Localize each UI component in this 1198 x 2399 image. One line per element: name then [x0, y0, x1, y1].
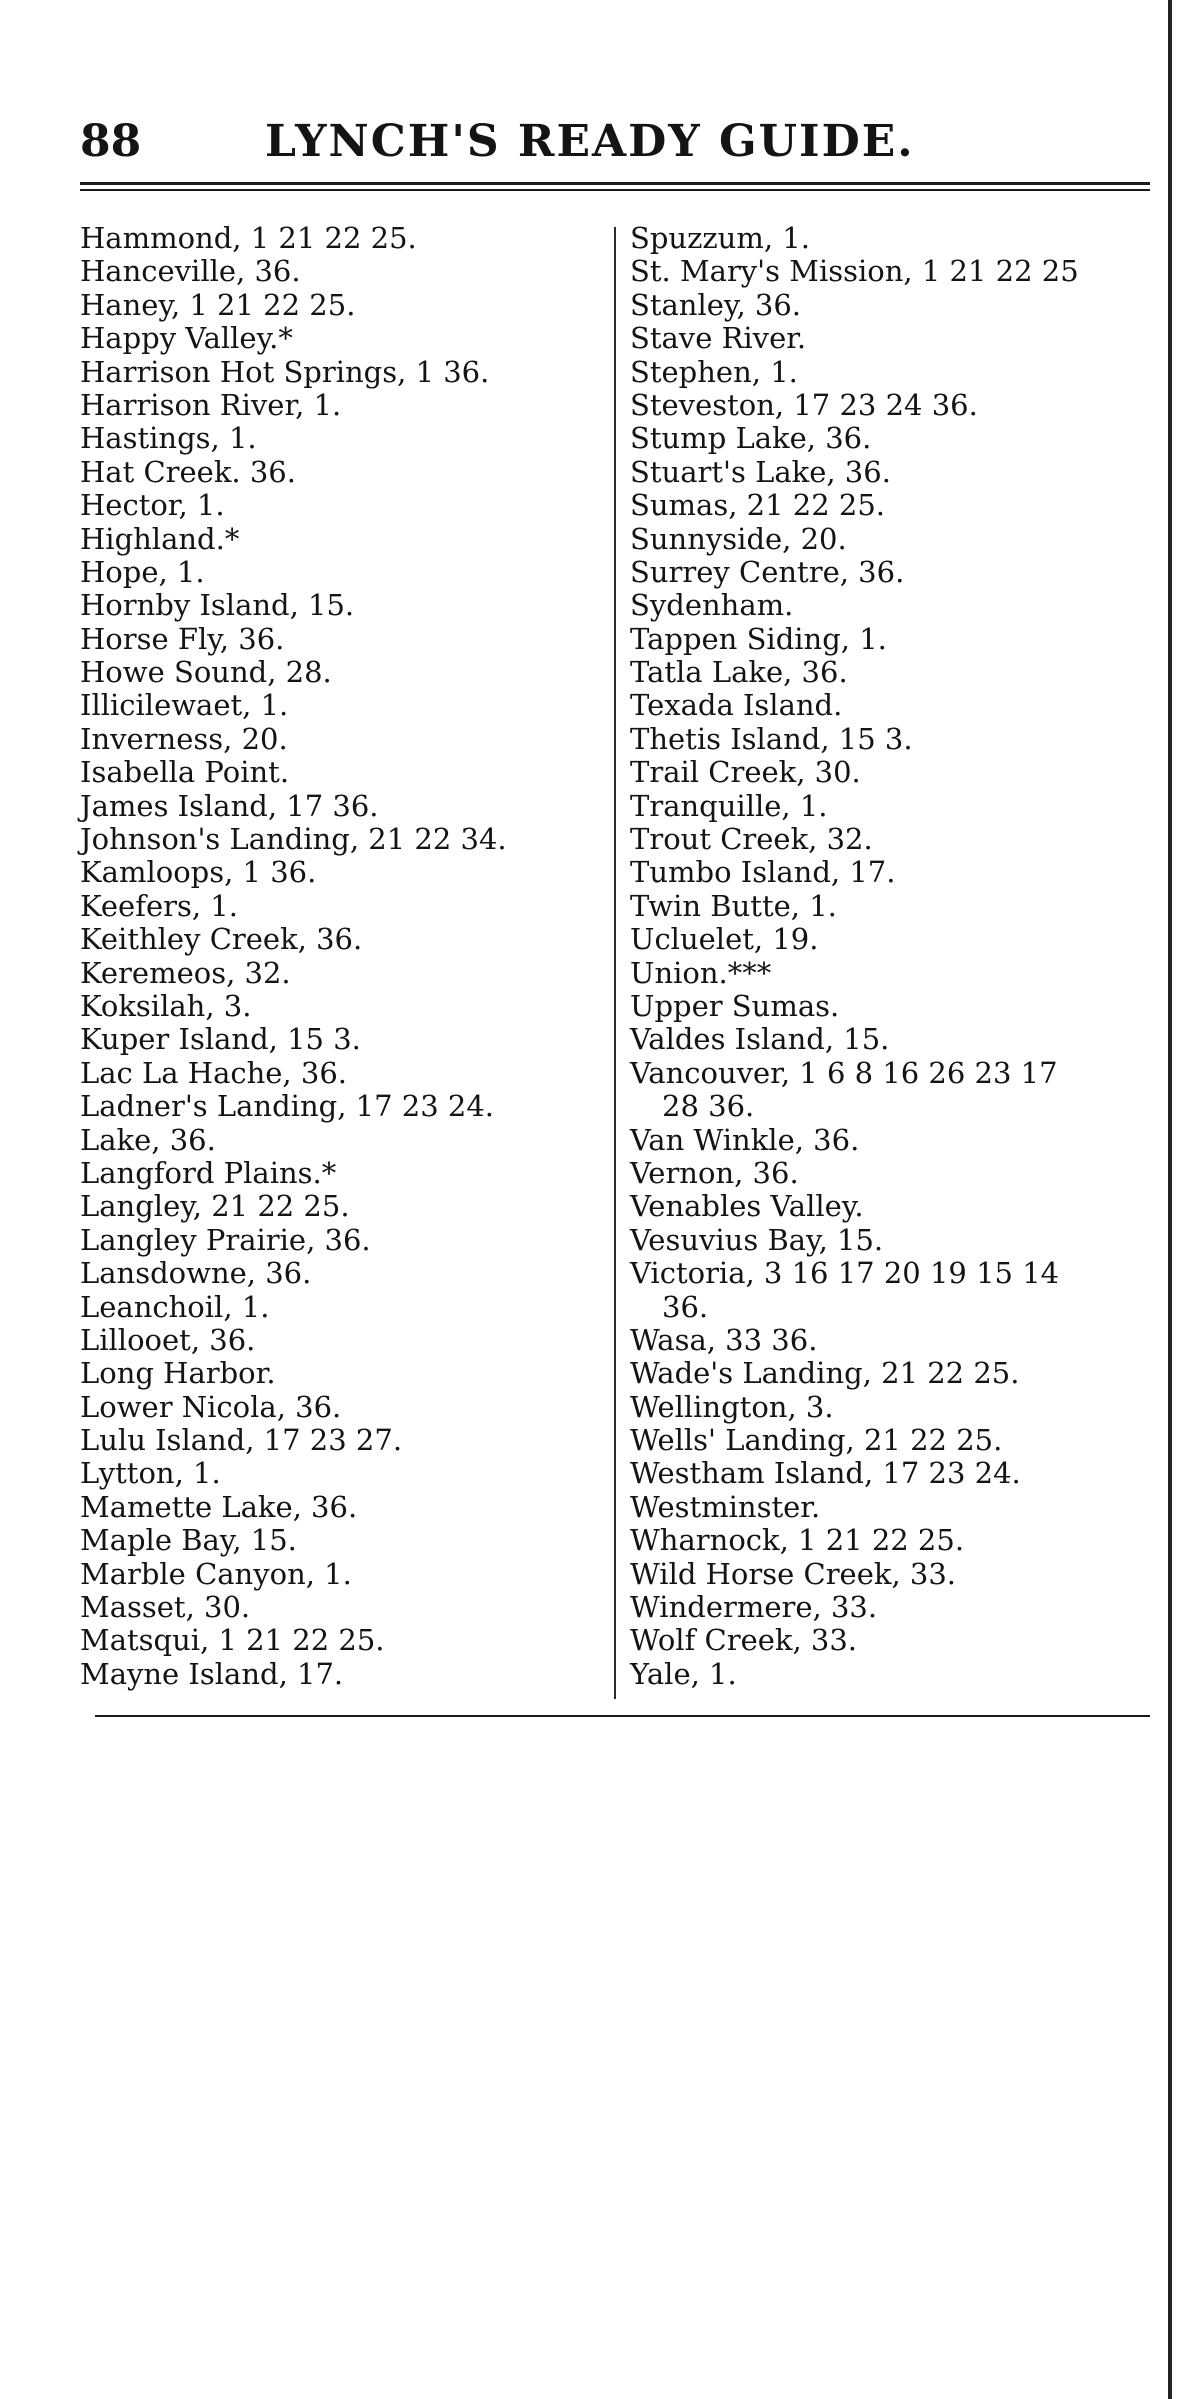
- page-header: [80, 112, 1150, 172]
- index-entry: Lake, 36.: [80, 1122, 216, 1157]
- index-entry: Thetis Island, 15 3.: [630, 721, 913, 756]
- index-entry: Marble Canyon, 1.: [80, 1556, 352, 1591]
- index-entry: Keithley Creek, 36.: [80, 922, 363, 957]
- index-entry: Hope, 1.: [80, 554, 205, 589]
- index-entry: Tatla Lake, 36.: [630, 655, 848, 690]
- index-entry: Westham Island, 17 23 24.: [630, 1456, 1021, 1491]
- index-entry: St. Mary's Mission, 1 21 22 25: [630, 254, 1079, 289]
- index-entry: Hector, 1.: [80, 488, 225, 523]
- index-entry: Vernon, 36.: [630, 1155, 799, 1190]
- index-entry: Lower Nicola, 36.: [80, 1389, 342, 1424]
- index-entry: Kuper Island, 15 3.: [80, 1022, 361, 1057]
- index-entry: Sumas, 21 22 25.: [630, 488, 886, 523]
- index-entry: Hastings, 1.: [80, 421, 257, 456]
- index-entry: Stave River.: [630, 321, 807, 356]
- index-entry: Upper Sumas.: [630, 988, 840, 1023]
- index-entry: Happy Valley.*: [80, 321, 293, 356]
- index-entry: Koksilah, 3.: [80, 988, 252, 1023]
- index-entry: Lulu Island, 17 23 27.: [80, 1423, 403, 1458]
- footer-rule: [95, 1715, 1150, 1717]
- index-entry: Wellington, 3.: [630, 1389, 834, 1424]
- index-entry: Langley, 21 22 25.: [80, 1189, 350, 1224]
- index-entry: Ucluelet, 19.: [630, 922, 819, 957]
- right-index-column: [630, 222, 1160, 1691]
- index-entry: Trout Creek, 32.: [630, 822, 873, 857]
- index-entry: Maple Bay, 15.: [80, 1523, 297, 1558]
- index-entry: Hanceville, 36.: [80, 254, 301, 289]
- left-index-column: [80, 222, 610, 1691]
- index-entry: Langford Plains.*: [80, 1155, 337, 1190]
- index-entry: Haney, 1 21 22 25.: [80, 287, 356, 322]
- index-entry: Tumbo Island, 17.: [630, 855, 896, 890]
- index-entry: Trail Creek, 30.: [630, 755, 861, 790]
- index-entry: Lansdowne, 36.: [80, 1256, 312, 1291]
- index-entry: Vesuvius Bay, 15.: [630, 1222, 884, 1257]
- index-entry: Inverness, 20.: [80, 721, 288, 756]
- index-entry: Wolf Creek, 33.: [630, 1623, 858, 1658]
- index-entry: Mayne Island, 17.: [80, 1656, 344, 1691]
- index-entry: James Island, 17 36.: [80, 788, 379, 823]
- index-entry: Keremeos, 32.: [80, 955, 291, 990]
- index-entry: Mamette Lake, 36.: [80, 1489, 358, 1524]
- header-rule-thin: [80, 189, 1150, 191]
- index-entry: Victoria, 3 16 17 20 19 15 14: [630, 1256, 1060, 1291]
- page-edge: [1168, 0, 1172, 2399]
- index-entry: Spuzzum, 1.: [630, 221, 810, 255]
- running-title: LYNCH'S READY GUIDE.: [265, 116, 915, 167]
- index-entry: Highland.*: [80, 521, 240, 556]
- index-entry: Windermere, 33.: [630, 1590, 878, 1625]
- index-entry: Lillooet, 36.: [80, 1322, 256, 1357]
- index-entry: Wasa, 33 36.: [630, 1322, 818, 1357]
- index-entry: Hammond, 1 21 22 25.: [80, 221, 417, 255]
- index-entry: Valdes Island, 15.: [630, 1022, 890, 1057]
- index-entry: Sunnyside, 20.: [630, 521, 847, 556]
- index-entry: Matsqui, 1 21 22 25.: [80, 1623, 385, 1658]
- index-entry: Long Harbor.: [80, 1356, 276, 1391]
- header-rule-thick: [80, 182, 1150, 185]
- index-entry: Langley Prairie, 36.: [80, 1222, 371, 1257]
- index-entry: Surrey Centre, 36.: [630, 554, 905, 589]
- index-entry: Ladner's Landing, 17 23 24.: [80, 1089, 494, 1124]
- index-entry: Stuart's Lake, 36.: [630, 454, 891, 489]
- index-entry: Twin Butte, 1.: [630, 888, 837, 923]
- index-entry: Yale, 1.: [630, 1656, 737, 1691]
- index-entry: Masset, 30.: [80, 1590, 251, 1625]
- index-entry: Tranquille, 1.: [630, 788, 828, 823]
- index-entry: Westminster.: [630, 1489, 821, 1524]
- page-number: 88: [80, 116, 142, 167]
- index-entry: Union.***: [630, 955, 772, 990]
- index-entry: Wild Horse Creek, 33.: [630, 1556, 957, 1591]
- index-entry: Hat Creek. 36.: [80, 454, 296, 489]
- index-entry: Texada Island.: [630, 688, 843, 723]
- index-entry: Lac La Hache, 36.: [80, 1055, 347, 1090]
- index-entry: Leanchoil, 1.: [80, 1289, 270, 1324]
- index-entry: Harrison River, 1.: [80, 387, 342, 422]
- index-entry: Tappen Siding, 1.: [630, 621, 887, 656]
- index-entry: Van Winkle, 36.: [630, 1122, 860, 1157]
- index-entry: Harrison Hot Springs, 1 36.: [80, 354, 490, 389]
- index-entry: Wells' Landing, 21 22 25.: [630, 1423, 1003, 1458]
- index-entry: Kamloops, 1 36.: [80, 855, 317, 890]
- index-entry: Horse Fly, 36.: [80, 621, 285, 656]
- index-entry: Stanley, 36.: [630, 287, 802, 322]
- index-entry: Stephen, 1.: [630, 354, 798, 389]
- index-entry: Johnson's Landing, 21 22 34.: [80, 822, 507, 857]
- index-entry: Vancouver, 1 6 8 16 26 23 17: [630, 1055, 1058, 1090]
- index-entry: Lytton, 1.: [80, 1456, 221, 1491]
- index-entry-continuation: 36.: [662, 1289, 709, 1324]
- column-divider: [614, 227, 616, 1699]
- index-entry: Isabella Point.: [80, 755, 290, 790]
- index-entry: Wharnock, 1 21 22 25.: [630, 1523, 965, 1558]
- index-entry: Hornby Island, 15.: [80, 588, 355, 623]
- index-entry: Wade's Landing, 21 22 25.: [630, 1356, 1020, 1391]
- index-entry: Keefers, 1.: [80, 888, 238, 923]
- index-entry: Illicilewaet, 1.: [80, 688, 289, 723]
- index-entry-continuation: 28 36.: [662, 1089, 755, 1124]
- index-entry: Stump Lake, 36.: [630, 421, 872, 456]
- index-entry: Venables Valley.: [630, 1189, 864, 1224]
- index-entry: Steveston, 17 23 24 36.: [630, 387, 978, 422]
- index-entry: Sydenham.: [630, 588, 794, 623]
- index-entry: Howe Sound, 28.: [80, 655, 332, 690]
